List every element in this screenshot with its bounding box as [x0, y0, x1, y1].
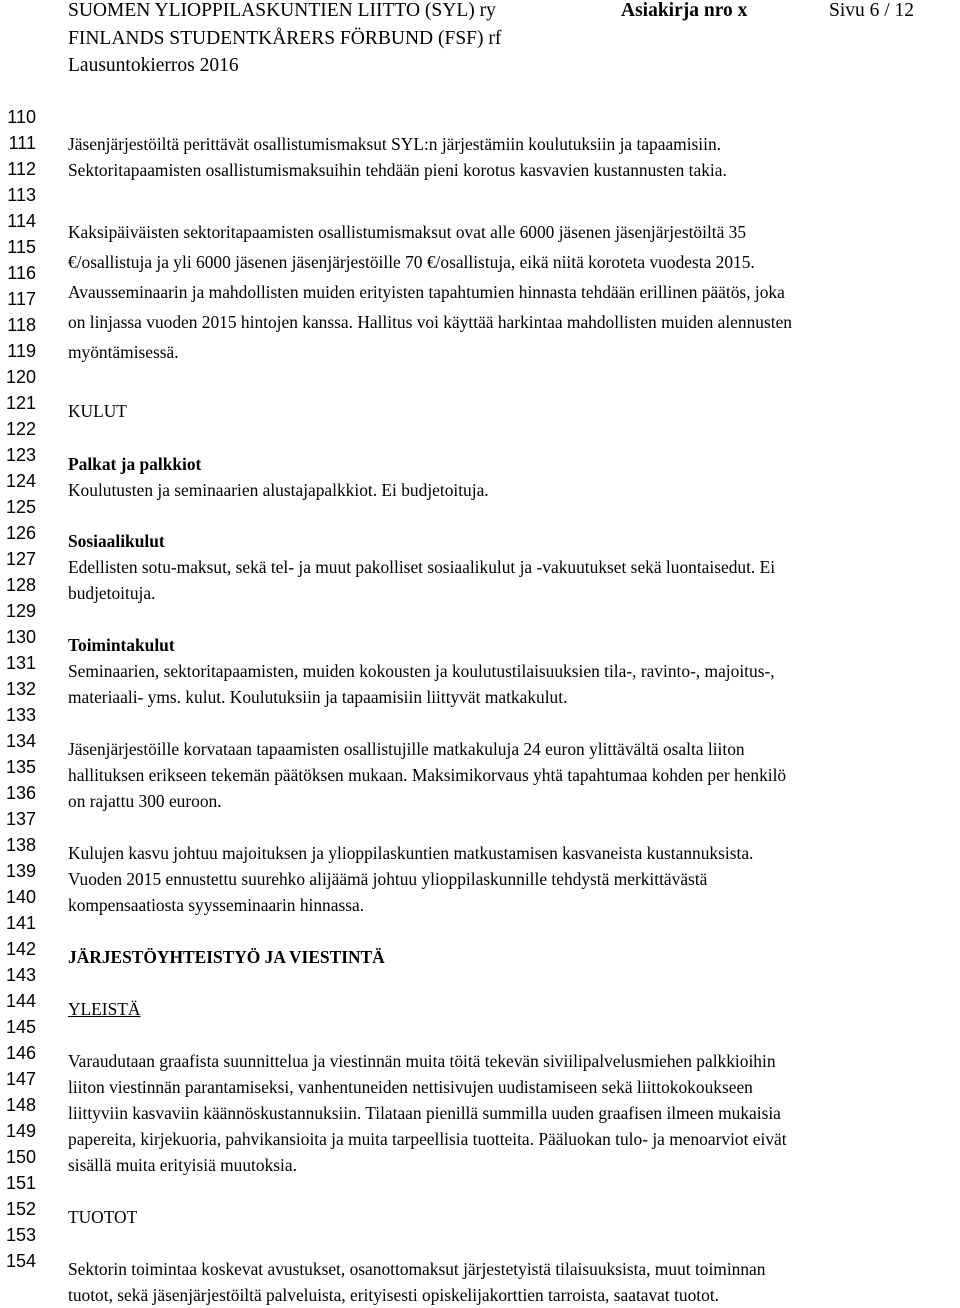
text-line: €/osallistuja ja yli 6000 jäsenen jäsenjärjestöille 70 €/osallistuja, eikä niitä koroteta vuodesta 2015. [68, 252, 755, 272]
line-number: 144 [5, 991, 36, 1011]
line-number: 120 [5, 367, 36, 387]
text-line: Edellisten sotu-maksut, sekä tel- ja muut pakolliset sosiaalikulut ja -vakuutukset sekä luontaisedut. Ei [68, 557, 776, 577]
document-number: Asiakirja nro x [621, 0, 748, 21]
text-line: kompensaatiosta syysseminaarin hinnassa. [68, 895, 365, 915]
line-number: 138 [5, 835, 36, 855]
line-number: 111 [8, 133, 36, 153]
line-number: 146 [5, 1043, 36, 1063]
page-header [68, 0, 948, 90]
line-number: 131 [5, 653, 36, 673]
text-line: sisällä muita erityisiä muutoksia. [68, 1155, 297, 1175]
line-number: 125 [5, 497, 36, 517]
text-line: on rajattu 300 euroon. [68, 791, 222, 811]
text-line: Vuoden 2015 ennustettu suurehko alijäämä johtuu ylioppilaskunnille tehdystä merkittävästä [68, 869, 708, 889]
line-number: 133 [5, 705, 36, 725]
line-number: 110 [7, 107, 36, 127]
text-line: materiaali- yms. kulut. Koulutuksiin ja tapaamisiin liittyvät matkakulut. [68, 687, 568, 707]
line-number: 145 [5, 1017, 36, 1037]
text-line: Jäsenjärjestöille korvataan tapaamisten osallistujille matkakuluja 24 euron ylittävältä osalta liiton [68, 739, 745, 759]
line-number: 129 [5, 601, 36, 621]
line-number: 137 [5, 809, 36, 829]
line-number: 141 [5, 913, 36, 933]
line-number: 147 [5, 1069, 36, 1089]
line-number: 114 [7, 211, 36, 231]
line-number: 112 [7, 159, 36, 179]
line-number: 142 [5, 939, 36, 959]
text-line: Koulutusten ja seminaarien alustajapalkkiot. Ei budjetoituja. [68, 480, 489, 500]
line-number: 113 [7, 185, 36, 205]
page-number: Sivu 6 / 12 [829, 0, 915, 21]
line-number: 119 [7, 341, 36, 361]
line-number: 121 [5, 393, 36, 413]
section-heading-jarjestoyhteistyo: JÄRJESTÖYHTEISTYÖ JA VIESTINTÄ [68, 947, 385, 967]
text-line: myöntämisessä. [68, 342, 179, 362]
line-number: 135 [5, 757, 36, 777]
subheading-sosiaalikulut: Sosiaalikulut [68, 531, 165, 551]
text-line: tuotot, sekä jäsenjärjestöiltä palveluista, erityisesti opiskelijakorttien tarroista, saatavat tuotot. [68, 1285, 720, 1305]
org-name-finnish: SUOMEN YLIOPPILASKUNTIEN LIITTO (SYL) ry [68, 0, 496, 21]
text-line: Sektoritapaamisten osallistumismaksuihin tehdään pieni korotus kasvavien kustannusten takia. [68, 160, 727, 180]
text-line: Avausseminaarin ja mahdollisten muiden erityisten tapahtumien hinnasta tehdään erillinen päätös, joka [68, 282, 785, 302]
line-number: 130 [5, 627, 36, 647]
line-number: 134 [5, 731, 36, 751]
text-line: Seminaarien, sektoritapaamisten, muiden kokousten ja koulutustilaisuuksien tila-, ravinto-, majoitus-, [68, 661, 775, 681]
section-heading-kulut: KULUT [68, 401, 127, 421]
line-number: 136 [5, 783, 36, 803]
section-heading-yleista: YLEISTÄ [68, 999, 141, 1019]
line-number: 115 [7, 237, 36, 257]
line-number: 153 [5, 1225, 36, 1245]
text-line: Sektorin toimintaa koskevat avustukset, osanottomaksut järjestetyistä tilaisuuksista, muut toiminnan [68, 1259, 766, 1279]
line-number: 140 [5, 887, 36, 907]
text-line: Jäsenjärjestöiltä perittävät osallistumismaksut SYL:n järjestämiin koulutuksiin ja tapaamisiin. [68, 134, 722, 154]
text-line: papereita, kirjekuoria, pahvikansioita ja muita tarpeellisia tuotteita. Pääluokan tulo- ja menoarviot eivät [68, 1129, 787, 1149]
text-line: budjetoituja. [68, 583, 156, 603]
org-name-swedish: FINLANDS STUDENTKÅRERS FÖRBUND (FSF) rf [68, 28, 502, 49]
line-number: 152 [5, 1199, 36, 1219]
line-number: 148 [5, 1095, 36, 1115]
subheading-palkat: Palkat ja palkkiot [68, 454, 202, 474]
line-number: 150 [5, 1147, 36, 1167]
line-number: 149 [5, 1121, 36, 1141]
line-number: 127 [5, 549, 36, 569]
section-heading-tuotot: TUOTOT [68, 1207, 138, 1227]
text-line: Kulujen kasvu johtuu majoituksen ja ylioppilaskuntien matkustamisen kasvaneista kustannuksista. [68, 843, 754, 863]
consultation-round: Lausuntokierros 2016 [68, 55, 239, 76]
text-line: liiton viestinnän parantamiseksi, vanhentuneiden nettisivujen uudistamiseen sekä liittokokoukseen [68, 1077, 753, 1097]
text-line: liittyviin kasvaviin käännöskustannuksiin. Tilataan pienillä summilla uuden graafisen ilmeen mukaisia [68, 1103, 781, 1123]
text-line: on linjassa vuoden 2015 hintojen kanssa. Hallitus voi käyttää harkintaa mahdollisten muiden alennusten [68, 312, 792, 332]
line-number: 116 [7, 263, 36, 283]
line-number: 139 [5, 861, 36, 881]
line-number: 118 [7, 315, 36, 335]
text-line: Kaksipäiväisten sektoritapaamisten osallistumismaksut ovat alle 6000 jäsenen jäsenjärjestöiltä 35 [68, 222, 747, 242]
line-number: 124 [5, 471, 36, 491]
subheading-toimintakulut: Toimintakulut [68, 635, 175, 655]
line-number: 117 [7, 289, 36, 309]
line-number: 126 [5, 523, 36, 543]
line-number: 154 [5, 1251, 36, 1271]
text-line: Varaudutaan graafista suunnittelua ja viestinnän muita töitä tekevän siviilipalvelusmiehen palkkioihin [68, 1051, 776, 1071]
text-line: hallituksen erikseen tekemän päätöksen mukaan. Maksimikorvaus yhtä tapahtumaa kohden per henkilö [68, 765, 787, 785]
line-number: 122 [5, 419, 36, 439]
line-number: 151 [5, 1173, 36, 1193]
line-number: 128 [5, 575, 36, 595]
line-number: 132 [5, 679, 36, 699]
line-number: 123 [5, 445, 36, 465]
line-number: 143 [5, 965, 36, 985]
